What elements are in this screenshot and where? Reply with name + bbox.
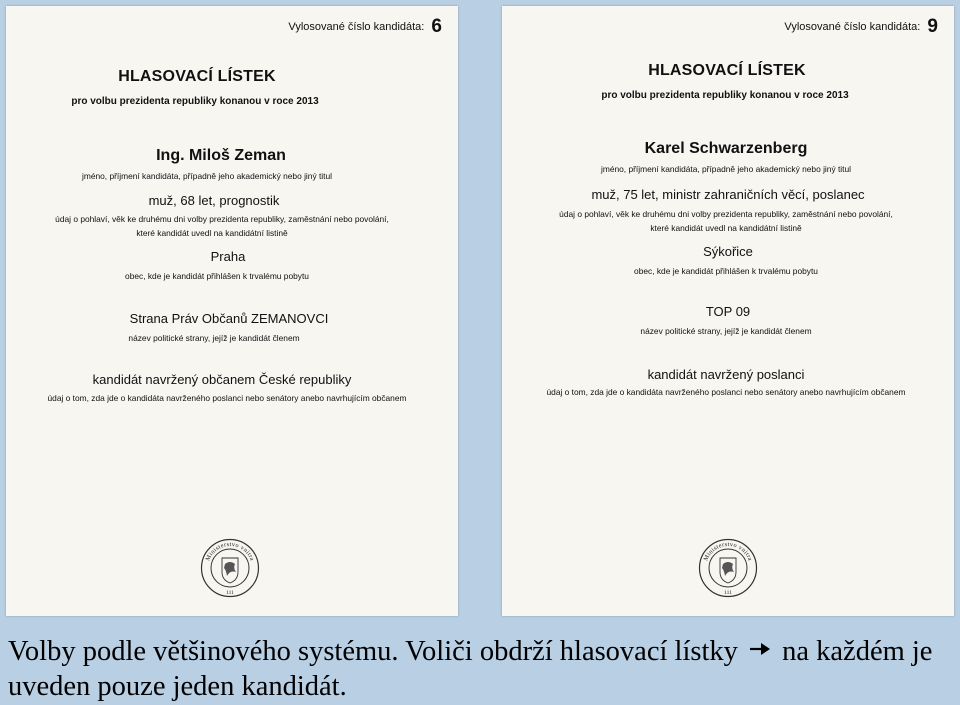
candidate-residence: Sýkořice [703,244,753,259]
candidate-residence-caption: obec, kde je kandidát přihlášen k trvalému pobytu [634,266,818,276]
candidate-number-label: Vylosované číslo kandidáta: [784,21,921,33]
caption-part-1: Volby podle většinového systému. Voliči obdrží hlasovací lístky [8,636,738,667]
candidate-name: Karel Schwarzenberg [644,140,808,157]
candidate-info-caption-1: údaj o pohlaví, věk ke druhému dni volby prezidenta republiky, zaměstnání nebo povolání, [559,209,893,219]
ballot-schwarzenberg [502,6,954,616]
ministry-stamp-icon [200,538,260,598]
slide-caption [8,634,956,704]
candidate-party-caption: název politické strany, jejíž je kandidát členem [640,326,812,336]
ministry-stamp-icon [698,538,758,598]
candidate-party: Strana Práv Občanů ZEMANOVCI [129,311,329,326]
svg-text:Ministerstvo vnitra: Ministerstvo vnitra [204,540,256,563]
svg-text:Ministerstvo vnitra: Ministerstvo vnitra [702,540,754,563]
candidate-name: Ing. Miloš Zeman [156,147,286,164]
candidate-residence-caption: obec, kde je kandidát přihlášen k trvalému pobytu [125,271,309,281]
candidate-party-caption: název politické strany, jejíž je kandidát členem [128,333,300,343]
candidate-number-label: Vylosované číslo kandidáta: [288,21,425,33]
candidate-info: muž, 75 let, ministr zahraničních věcí, poslanec [591,187,865,202]
candidate-nomination-caption: údaj o tom, zda jde o kandidáta navrženého poslanci nebo senátory anebo navrhujícím občanem [47,393,407,403]
candidate-party: TOP 09 [705,304,751,319]
candidate-name-caption: jméno, příjmení kandidáta, případně jeho akademický nebo jiný titul [601,164,851,174]
candidate-nomination: kandidát navržený občanem České republiky [92,372,352,387]
candidate-number: 9 [927,16,938,37]
ballot-title: HLASOVACÍ LÍSTEK [118,68,276,85]
candidate-number-line [288,16,442,38]
candidate-name-caption: jméno, příjmení kandidáta, případně jeho akademický nebo jiný titul [82,171,332,181]
candidate-number-line [784,16,938,38]
stamp-code: 111 [724,590,732,596]
ballot-subtitle: pro volbu prezidenta republiky konanou v roce 2013 [71,96,319,107]
candidate-residence: Praha [210,249,246,264]
candidate-info: muž, 68 let, prognostik [148,193,280,208]
candidate-nomination-caption: údaj o tom, zda jde o kandidáta navrženého poslanci nebo senátory anebo navrhujícím občanem [546,387,906,397]
ballot-title: HLASOVACÍ LÍSTEK [648,62,806,79]
candidate-nomination: kandidát navržený poslanci [647,367,805,382]
caption-part-2: na každém je uveden pouze jeden kandidát. [8,636,933,702]
candidate-number: 6 [431,16,442,37]
stamp-code: 111 [226,590,234,596]
candidate-info-caption-2: které kandidát uvedl na kandidátní listině [650,223,802,233]
ballot-subtitle: pro volbu prezidenta republiky konanou v roce 2013 [601,90,849,101]
candidate-info-caption-1: údaj o pohlaví, věk ke druhému dni volby prezidenta republiky, zaměstnání nebo povolání, [55,214,389,224]
right-arrow-icon [749,634,771,669]
ballot-zeman [6,6,458,616]
candidate-info-caption-2: které kandidát uvedl na kandidátní listině [136,228,288,238]
